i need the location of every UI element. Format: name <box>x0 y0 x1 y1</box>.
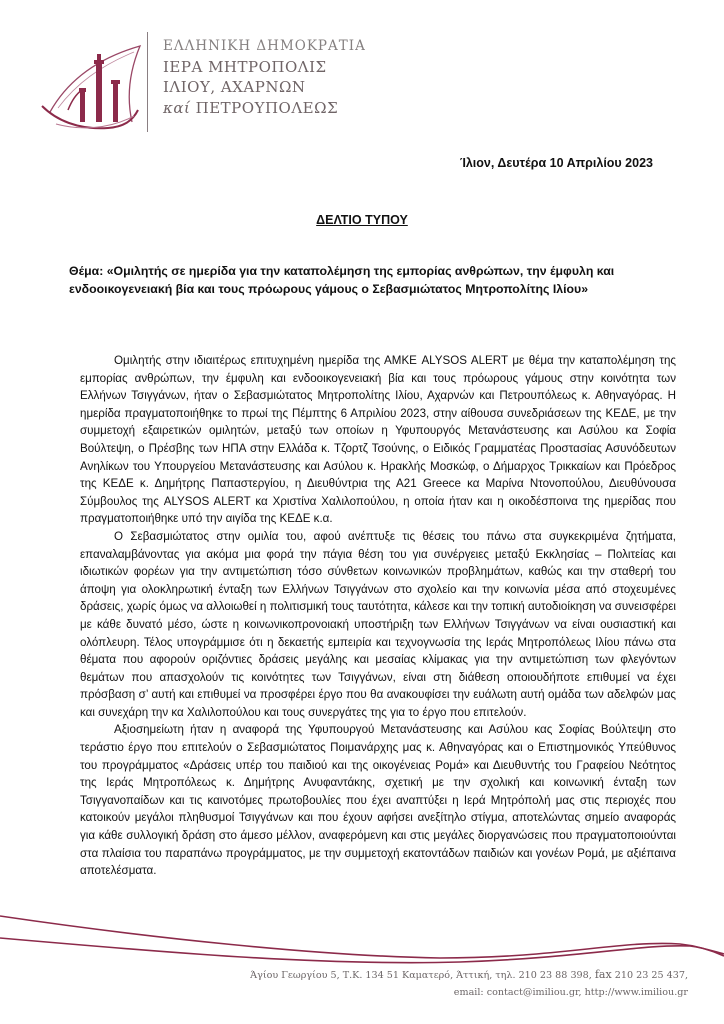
document-subject: Θέμα: «Ομιλητής σε ημερίδα για την καταπολέμηση της εμπορίας ανθρώπων, την έμφυλη και ενδοοικογενειακή βία και τους πρόωρους γάμους ο Σεβασμιώτατος Μητροπολίτης Ιλίου» <box>69 264 615 296</box>
letterhead-kai: καί <box>163 98 191 117</box>
footer-fax-label: fax <box>594 968 612 981</box>
footer-address <box>250 966 688 1001</box>
letterhead-text <box>163 36 366 118</box>
letterhead-petroupoleos: ΠΕΤΡΟΥΠΟΛΕΩΣ <box>195 98 339 117</box>
footer-contact-line <box>250 984 688 1001</box>
letterhead-divider <box>147 32 148 132</box>
footer-email-link[interactable]: contact@imiliou.gr <box>486 987 579 998</box>
body-paragraph: Ομιλητής στην ιδιαιτέρως επιτυχημένη ημερίδα της ΑΜΚΕ ALYSOS ALERT με θέμα την καταπολέμηση της εμπορίας ανθρώπων, την έμφυλη και ενδοοικογενειακή βία και τους πρόωρους γάμους στην κοινότητα των Ελλήνων Τσιγγάνων, ήταν ο Σεβασμιώτατος Μητροπολίτης Ιλίου, Αχαρνών και Πετρουπόλεως κ. Αθηναγόρας. Η ημερίδα πραγματοποιήθηκε το πρωί της Πέμπτης 6 Απριλίου 2023, στην αίθουσα συνεδριάσεων της ΚΕΔΕ, με την συμμετοχή εξαιρετικών ομιλητών, μεταξύ των οποίων η Υφυπουργός Μετανάστευσης και Ασύλου κα Σοφία Βούλτεψη, ο Πρέσβης των ΗΠΑ στην Ελλάδα κ. Τζορτζ Τσούνης, ο Ειδικός Γραμματέας Προστασίας Ασυνόδευτων Ανηλίκων του Υπουργείου Μετανάστευσης και Ασύλου κ. Ηρακλής Μοσκώφ, ο Δήμαρχος Τρικκαίων και Πρόεδρος της ΚΕΔΕ κ. Δημήτρης Παπαστεργίου, η Διευθύντρια της Α21 Greece κα Μαρίνα Ντονοπούλου, Διευθύνουσα Σύμβουλος της ALYSOS ALERT κα Χριστίνα Χαλιλοπούλου, η οποία ήταν και η οικοδέσποινα της ημερίδας που πραγματοποιήθηκε υπό την αιγίδα της ΚΕΔΕ κ.α. <box>80 354 676 526</box>
letterhead-region-2 <box>163 98 366 119</box>
document-date: Ίλιον, Δευτέρα 10 Απριλίου 2023 <box>459 156 653 170</box>
letterhead-metropolis: ΙΕΡΑ ΜΗΤΡΟΠΟΛΙΣ <box>163 57 327 76</box>
footer-decorative-curves <box>0 908 724 968</box>
letterhead-region: ΙΛΙΟΥ, ΑΧΑΡΝΩΝ <box>163 78 306 96</box>
ship-with-columns-logo-icon <box>38 40 148 136</box>
footer-separator: , <box>578 987 585 998</box>
document-title <box>0 213 724 227</box>
footer-website-link[interactable]: http://www.imiliou.gr <box>584 987 688 998</box>
body-paragraph: Ο Σεβασμιώτατος στην ομιλία του, αφού ανέπτυξε τις θέσεις του πάνω στα συγκεκριμένα ζητήματα, επαναλαμβάνοντας για ακόμα μια φορά την πάγια θέση του για συνέργειες μεταξύ Εκκλησίας – Πολιτείας και ιδιωτικών φορέων για την αντιμετώπιση τόσο σύνθετων κοινωνικών προβλημάτων, καθώς και την σταθερή του άποψη για ολοκληρωτική ένταξη των Ελλήνων Τσιγγάνων στο σχολείο και την κοινωνία μέσα από στοχευμένες δράσεις, χωρίς όμως να αλλοιωθεί η πολιτισμική τους ταυτότητα, κάλεσε και την τοπική αυτοδιοίκηση να συνεισφέρει με κάθε δυνατό μέσο, ώστε η κοινωνικοπρονοιακή υποστήριξη των Ελλήνων Τσιγγάνων να είναι ουσιαστική και ολόπλευρη. Τέλος υπογράμμισε ότι η δεκαετής εμπειρία και τεχνογνωσία της Ιεράς Μητροπόλεως Ιλίου πάνω στα θέματα που αφορούν οριζόντιες δράσεις μεγάλης και μεσαίας κλίμακας για την αντιμετώπιση των φλεγόντων θεμάτων που απασχολούν τις κοινότητες των Τσιγγάνων, είναι στη διάθεση οποιουδήποτε επιθυμεί να έχει πρόσβαση σ’ αυτή και επιθυμεί να προσφέρει έργο που θα ανακουφίσει την ευάλωτη αυτή ομάδα των αδελφών μας και συνεχάρη την κα Χαλιλοπούλου και τους συνεργάτες της για το έργο που επιτελούν. <box>80 529 676 719</box>
letterhead-state: ΕΛΛΗΝΙΚΗ ΔΗΜΟΚΡΑΤΙΑ <box>163 38 366 54</box>
document-body <box>80 352 676 880</box>
footer-fax-number: 210 23 25 437, <box>611 970 688 981</box>
footer-email-label: email: <box>453 987 487 998</box>
footer-address-line <box>250 966 688 984</box>
letterhead <box>0 0 724 140</box>
footer-street-phone: Άγίου Γεωργίου 5, Τ.Κ. 134 51 Καματερό, Άττική, τηλ. 210 23 88 398, <box>250 970 595 981</box>
body-paragraph: Αξιοσημείωτη ήταν η αναφορά της Υφυπουργού Μετανάστευσης και Ασύλου κας Σοφίας Βούλτεψη στο τεράστιο έργο που επιτελούν ο Σεβασμιώτατος Ποιμανάρχης μας κ. Αθηναγόρας και ο Επιστημονικός Υπεύθυνος του προγράμματος «Δράσεις υπέρ του παιδιού και της οικογένειας Ρομά» και Διευθυντής του Γραφείου Νεότητος της Ιεράς Μητροπόλεως κ. Δημήτρης Ανυφαντάκης, σχετική με την σχολική και κοινωνική ένταξη των Τσιγγανοπαίδων και τις καινοτόμες πρωτοβουλίες που έχει αναπτύξει η Ιερά Μητρόπολή μας στις περιοχές που κατοικούν μεγάλοι πληθυσμοί Τσιγγάνων και που έχουν αφήσει ανεξίτηλο στίγμα, αποτελώντας σημείο αναφοράς για κάθε συλλογική δράση στο άμεσο μέλλον, αναφερόμενη και στις μεγάλες διοργανώσεις που πραγματοποιούνται στα πλαίσια του παραπάνω προγράμματος, με την συμμετοχή εκατοντάδων παιδιών και γονέων Ρομά, με αξιέπαινα αποτελέσματα. <box>80 723 676 878</box>
press-release-heading: ΔΕΛΤΙΟ ΤΥΠΟΥ <box>316 213 408 227</box>
